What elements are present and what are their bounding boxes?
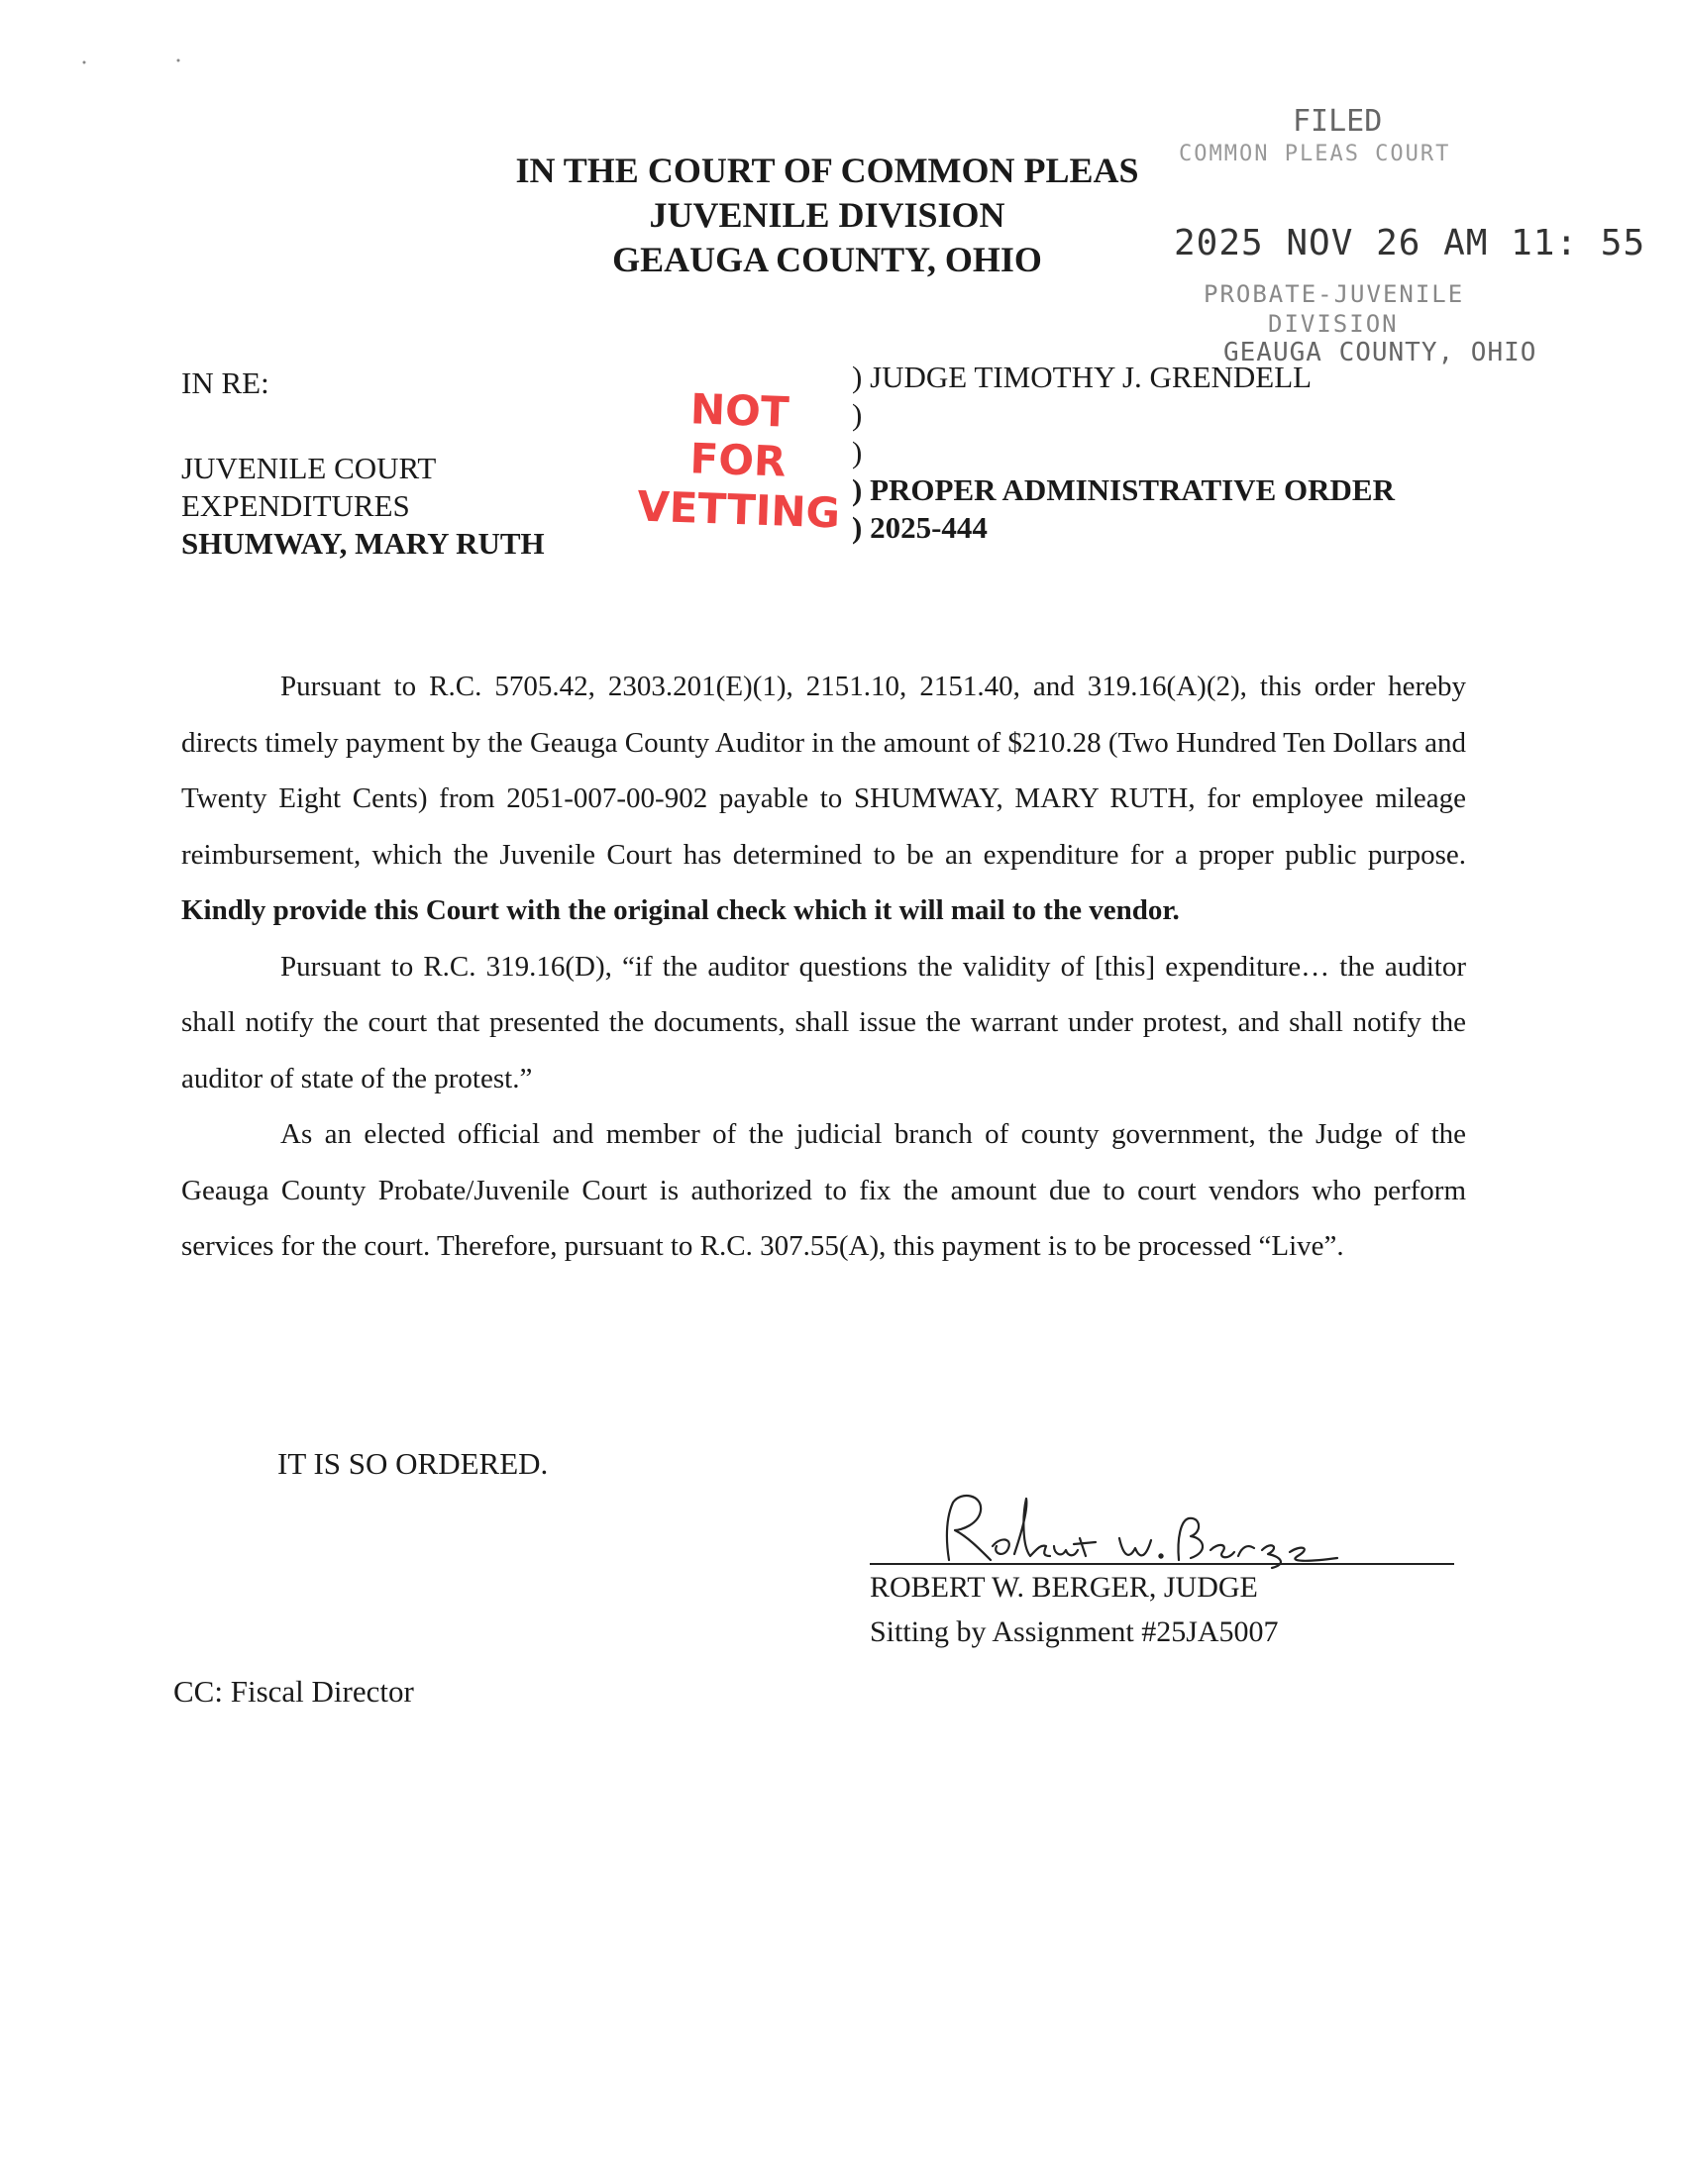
case-caption-right [852, 359, 1545, 547]
judge-assignment: Sitting by Assignment #25JA5007 [870, 1615, 1279, 1648]
order-title: ) PROPER ADMINISTRATIVE ORDER [852, 472, 1395, 507]
order-number: ) 2025-444 [852, 510, 988, 545]
paragraph-payment-text: Pursuant to R.C. 5705.42, 2303.201(E)(1), 2151.10, 2151.40, and 319.16(A)(2), this order hereby directs timely payment by the Geauga County Auditor in the amount of $210.28 (Two Hundred Ten Dollars and Twenty Eight Cents) from 2051-007-00-902 payable to SHUMWAY, MARY RUTH, for employee mileage reimbursement, which the Juvenile Court has determined to be an expenditure for a proper public purpose. [181, 671, 1466, 871]
stamp-county: GEAUGA COUNTY, OHIO [1223, 338, 1537, 367]
court-division: JUVENILE DIVISION [649, 195, 1005, 235]
in-re-label: IN RE: [181, 365, 269, 400]
court-name: IN THE COURT OF COMMON PLEAS [515, 151, 1139, 190]
caption-paren-1: ) [852, 397, 863, 432]
stamp-date: 2025 NOV 26 AM 11: 55 [1174, 223, 1646, 263]
paragraph-auditor: Pursuant to R.C. 319.16(D), “if the auditor questions the validity of [this] expenditure… the auditor shall notify the court that presented the documents, shall issue the warrant under protest, and shall notify the auditor of state of the protest.” [181, 950, 1466, 1094]
stamp-word-for: FOR [688, 434, 788, 486]
paragraph-payment [181, 659, 1466, 939]
assigned-judge: ) JUDGE TIMOTHY J. GRENDELL [852, 360, 1313, 394]
order-body [181, 659, 1466, 1275]
subject-line-2: EXPENDITURES [181, 488, 410, 523]
caption-paren-2: ) [852, 435, 863, 469]
party-name: SHUMWAY, MARY RUTH [181, 526, 545, 561]
stamp-filed: FILED [1293, 104, 1383, 139]
so-ordered: IT IS SO ORDERED. [277, 1446, 549, 1481]
not-for-vetting-stamp [636, 383, 839, 539]
stamp-word-vetting: VETTING [636, 481, 841, 538]
stamp-word-not: NOT [689, 384, 790, 437]
stamp-division-line1: PROBATE-JUVENILE [1204, 280, 1465, 308]
court-county: GEAUGA COUNTY, OHIO [612, 240, 1042, 279]
paragraph-payment-emphasis: Kindly provide this Court with the original check which it will mail to the vendor. [181, 894, 1180, 926]
court-header [495, 149, 1159, 282]
signature-block [870, 1565, 1279, 1654]
paragraph-authority: As an elected official and member of the judicial branch of county government, the Judge of the Geauga County Probate/Juvenile Court is authorized to fix the amount due to court vendors who perform services for the court. Therefore, pursuant to R.C. 307.55(A), this payment is to be processed “Live”. [181, 1118, 1466, 1262]
judge-signature [931, 1491, 1347, 1570]
scan-specks [0, 0, 198, 79]
subject-line-1: JUVENILE COURT [181, 451, 437, 485]
signing-judge-name: ROBERT W. BERGER, JUDGE [870, 1571, 1258, 1604]
case-caption-left [181, 364, 657, 563]
stamp-division-line2: DIVISION [1268, 310, 1399, 338]
carbon-copy: CC: Fiscal Director [173, 1674, 414, 1709]
stamp-court: COMMON PLEAS COURT [1179, 142, 1451, 166]
